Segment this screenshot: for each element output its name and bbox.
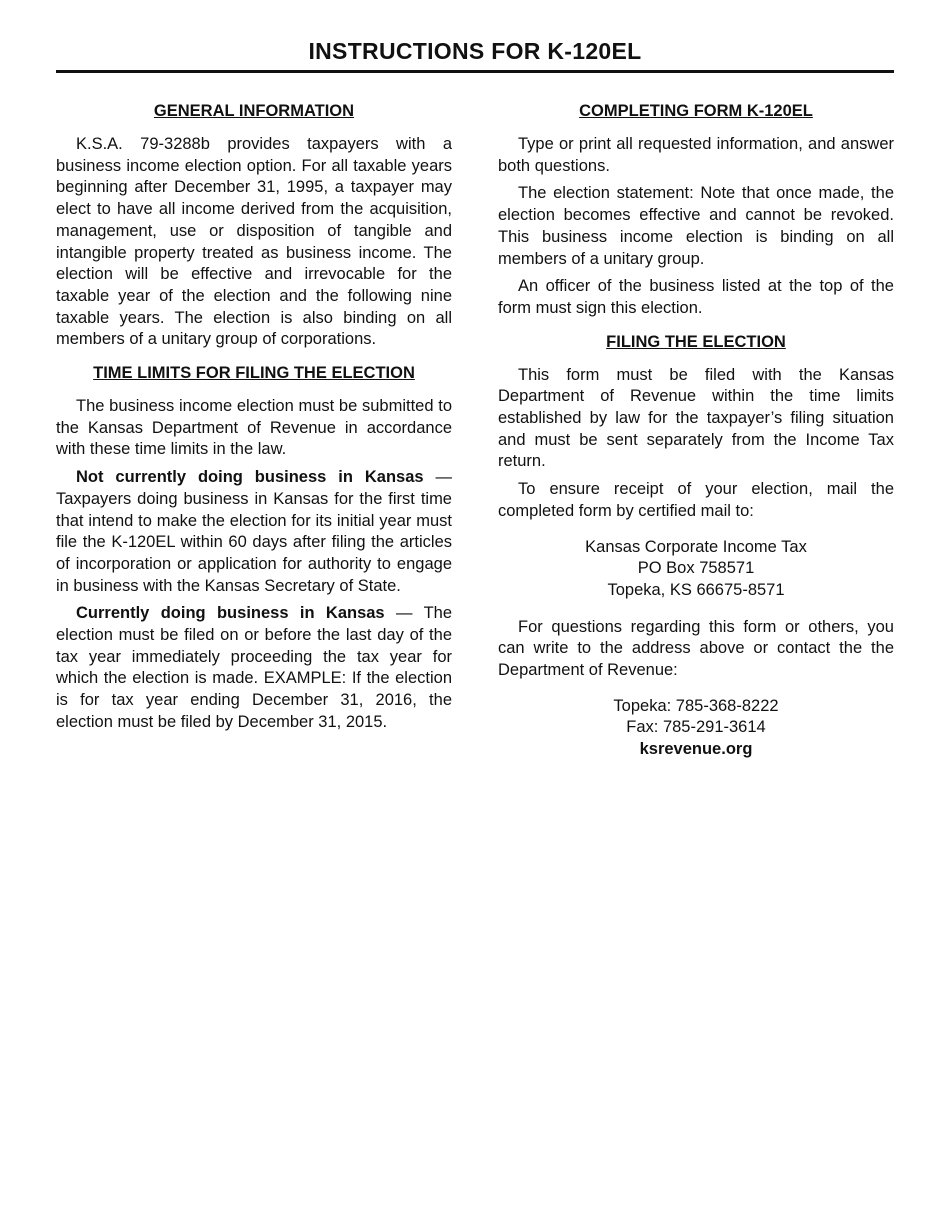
currently-doing-business-paragraph [56, 603, 452, 733]
instructions-page [56, 38, 894, 776]
mailing-address [498, 537, 894, 602]
currently-doing-business-body: — The election must be filed on or before the last day of the tax year immediately proceeding the tax year for which the election is made. EXAMPLE: If the election is for tax year ending December 31, 2016, the election must be filed by December 31, 2015. [56, 604, 452, 731]
two-column-body [56, 99, 894, 776]
filing-paragraph-1: This form must be filed with the Kansas Department of Revenue within the time limits established by law for the taxpayer’s filing situation and must be sent separately from the Income Tax return. [498, 365, 894, 471]
contact-fax: Fax: 785-291-3614 [626, 718, 766, 737]
left-column [56, 99, 452, 776]
completing-form-heading: COMPLETING FORM K-120EL [579, 102, 813, 120]
contact-phone: Topeka: 785-368-8222 [613, 696, 779, 715]
contact-website-link[interactable]: ksrevenue.org [639, 740, 753, 759]
contact-info [498, 696, 894, 761]
time-limits-intro: The business income election must be submitted to the Kansas Department of Revenue in accordance with these time limits in the law. [56, 397, 452, 459]
not-currently-doing-business-paragraph [56, 467, 452, 597]
not-currently-doing-business-lead: Not currently doing business in Kansas [76, 468, 424, 487]
filing-paragraph-2: To ensure receipt of your election, mail the completed form by certified mail to: [498, 480, 894, 520]
time-limits-heading: TIME LIMITS FOR FILING THE ELECTION [93, 364, 415, 383]
filing-election-heading: FILING THE ELECTION [606, 332, 786, 351]
page-title: INSTRUCTIONS FOR K-120EL [56, 38, 894, 73]
filing-paragraph-3: For questions regarding this form or others, you can write to the address above or contact the the Department of Revenue: [498, 617, 894, 680]
completing-paragraph-1: Type or print all requested information, and answer both questions. [498, 135, 894, 175]
currently-doing-business-lead: Currently doing business in Kansas [76, 604, 385, 623]
right-column [498, 99, 894, 776]
general-information-heading: GENERAL INFORMATION [153, 102, 355, 120]
not-currently-doing-business-body: — Taxpayers doing business in Kansas for the first time that intend to make the election for its initial year must file the K-120EL within 60 days after filing the articles of incorporation or application for authority to engage in business with the Kansas Secretary of State. [56, 468, 452, 595]
address-line-1: Kansas Corporate Income Tax [585, 537, 807, 556]
address-line-2: PO Box 758571 [637, 559, 755, 578]
completing-paragraph-3: An officer of the business listed at the top of the form must sign this election. [498, 277, 894, 317]
address-line-3: Topeka, KS 66675-8571 [607, 580, 785, 599]
general-information-paragraph: K.S.A. 79-3288b provides taxpayers with a business income election option. For all taxable years beginning after December 31, 1995, a taxpayer may elect to have all income derived from the acquisition, management, use or disposition of tangible and intangible property treated as business income. The election will be effective and irrevocable for the taxable year of the election and the following nine taxable years. The election is also binding on all members of a unitary group of corporations. [56, 135, 452, 349]
completing-paragraph-2: The election statement: Note that once made, the election becomes effective and cannot be revoked. This business income election is binding on all members of a unitary group. [498, 184, 894, 268]
